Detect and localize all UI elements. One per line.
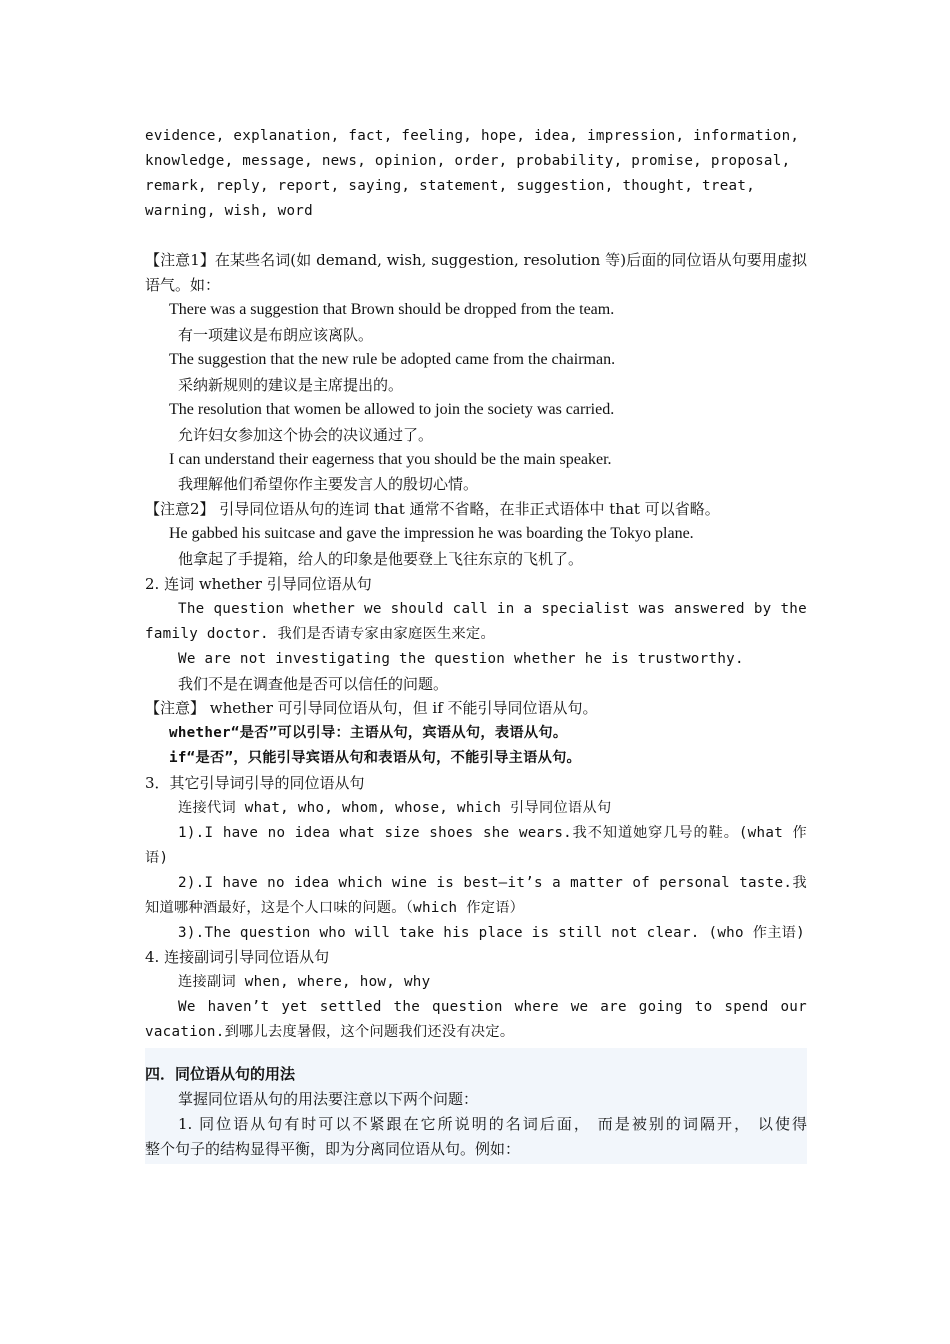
example-chinese: 允许妇女参加这个协会的决议通过了。 xyxy=(178,425,434,444)
usage-section xyxy=(145,1048,807,1164)
spacer xyxy=(145,224,807,249)
example-english: There was a suggestion that Brown should be dropped from the team. xyxy=(169,301,615,319)
example-line: 1).I have no idea what size shoes she wears.我不知道她穿几号的鞋。(what 作 xyxy=(178,824,807,841)
note-line: 【注意】 whether 可引导同位语从句，但 if 不能引导同位语从句。 xyxy=(145,699,598,718)
example-line: 3).The question who will take his place is still not clear. (who 作主语) xyxy=(178,924,806,941)
example-line: vacation.到哪儿去度暑假，这个问题我们还没有决定。 xyxy=(145,1024,515,1041)
example-chinese: 我理解他们希望你作主要发言人的殷切心情。 xyxy=(178,475,479,494)
example-english: The resolution that women be allowed to join the society was carried. xyxy=(169,400,615,418)
noun-list-line: warning, wish, word xyxy=(145,202,313,219)
paragraph-line: 整个句子的结构显得平衡，即为分离同位语从句。例如： xyxy=(145,1139,521,1158)
note2-line: 【注意2】 引导同位语从句的连词 that 通常不省略，在非正式语体中 that 可以省略。 xyxy=(145,500,720,519)
noun-list-line: knowledge, message, news, opinion, order, probability, promise, proposal, xyxy=(145,152,791,169)
section-heading: 2. 连词 whether 引导同位语从句 xyxy=(145,575,372,594)
example-line: We haven’t yet settled the question where we are going to spend our xyxy=(178,999,807,1016)
example-chinese: 采纳新规则的建议是主席提出的。 xyxy=(178,375,404,394)
bold-rule: whether“是否”可以引导：主语从句，宾语从句，表语从句。 xyxy=(169,725,568,742)
note1-line: 【注意1】在某些名词(如 demand, wish, suggestion, resolution 等)后面的同位语从句要用虚拟 xyxy=(145,251,807,270)
section-heading: 四．同位语从句的用法 xyxy=(145,1064,296,1083)
bold-rule: if“是否”，只能引导宾语从句和表语从句，不能引导主语从句。 xyxy=(169,750,582,767)
example-chinese: 有一项建议是布朗应该离队。 xyxy=(178,326,374,345)
example-line: 语) xyxy=(145,849,169,866)
example-line: 知道哪种酒最好，这是个人口味的问题。（which 作定语） xyxy=(145,899,525,916)
example-chinese: 我们不是在调查他是否可以信任的问题。 xyxy=(178,674,449,693)
intro-line: 掌握同位语从句的用法要注意以下两个问题： xyxy=(178,1089,479,1108)
example-english: We are not investigating the question whether he is trustworthy. xyxy=(178,650,744,667)
noun-list-line: evidence, explanation, fact, feeling, hope, idea, impression, information, xyxy=(145,128,800,144)
subheading: 连接副词 when, where, how, why xyxy=(178,974,431,991)
example-english: He gabbed his suitcase and gave the impression he was boarding the Tokyo plane. xyxy=(169,525,694,543)
subheading: 连接代词 what, who, whom, whose, which 引导同位语从句 xyxy=(178,800,612,817)
example-line: family doctor. 我们是否请专家由家庭医生来定。 xyxy=(145,625,495,642)
example-english: The suggestion that the new rule be adopted came from the chairman. xyxy=(169,351,616,369)
section-heading: 4. 连接副词引导同位语从句 xyxy=(145,948,330,967)
example-line: 2).I have no idea which wine is best—it’s a matter of personal taste.我 xyxy=(178,874,807,891)
note1-line: 语气。如： xyxy=(145,276,221,295)
example-chinese: 他拿起了手提箱，给人的印象是他要登上飞往东京的飞机了。 xyxy=(178,550,584,569)
noun-list-line: remark, reply, report, saying, statement, suggestion, thought, treat, xyxy=(145,177,756,194)
paragraph-line: 1. 同位语从句有时可以不紧跟在它所说明的名词后面， 而是被别的词隔开， 以使得 xyxy=(178,1114,807,1133)
example-line: The question whether we should call in a specialist was answered by the xyxy=(178,600,807,617)
document-page xyxy=(145,124,807,1164)
example-english: I can understand their eagerness that you should be the main speaker. xyxy=(169,450,612,468)
section-heading: 3．其它引导词引导的同位语从句 xyxy=(145,774,365,793)
